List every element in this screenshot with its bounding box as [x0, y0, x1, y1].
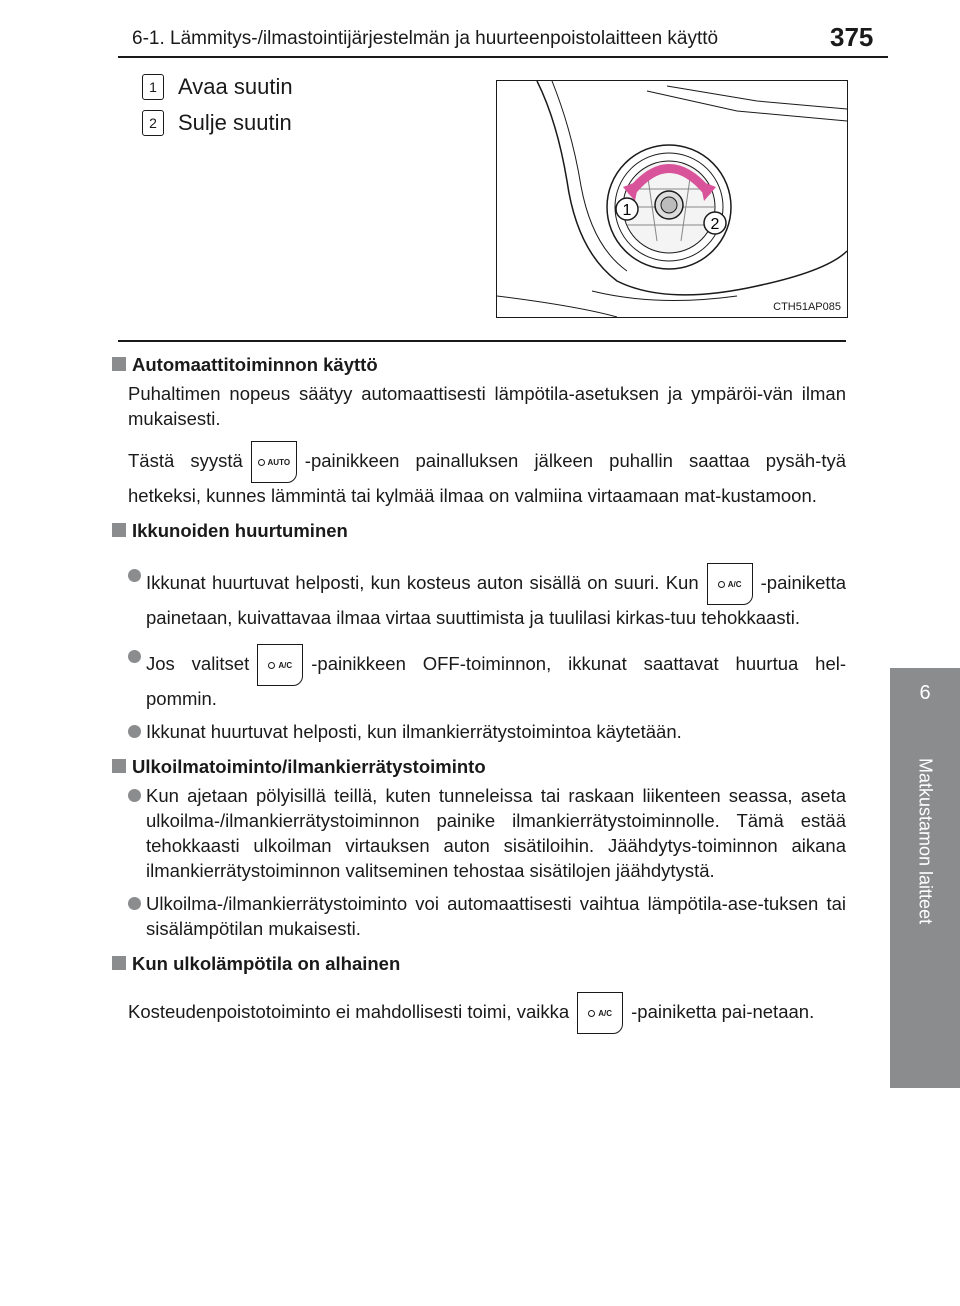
fog-bullet-1: Ikkunat huurtuvat helposti, kun kosteus auton sisällä on suuri. Kun A/C -painiketta painetaan, kuivattavaa ilmaa virtaa suuttimista ja tuulilasi kirkas-tuu tehokkaasti.: [128, 563, 846, 630]
page-header-title: 6-1. Lämmitys-/ilmastointijärjestelmän ja huurteenpoistolaitteen käyttö: [132, 28, 719, 49]
step-2: [142, 110, 292, 136]
bullet-dot: [128, 897, 141, 910]
content: [112, 346, 846, 1034]
chapter-side-tab[interactable]: [890, 668, 960, 1088]
ac-button-icon: A/C: [577, 992, 623, 1034]
vent-illustration: [496, 80, 848, 318]
figure-code: CTH51AP085: [773, 301, 841, 313]
recirc-bullet-1: Kun ajetaan pölyisillä teillä, kuten tunneleissa tai raskaan liikenteen seassa, aseta ulkoilma-/ilmankierrätystoiminnon painike ilmankierrätystoiminnolle. Tämä estää tehokkaasti ulkoilman virtauksen auton sisätiloihin. Jäähdytys-toiminnon aikana ilmankierrätystoiminnon valitseminen tehostaa sisätilojen jäähdytystä.: [128, 783, 846, 883]
heading-marker: [112, 523, 126, 537]
callout-2: 2: [710, 216, 720, 233]
section-divider: [118, 340, 846, 342]
heading-marker: [112, 357, 126, 371]
ac-button-icon: A/C: [257, 644, 303, 686]
step-text: Avaa suutin: [178, 74, 293, 99]
step-1: [142, 74, 293, 100]
fog-bullet-3: Ikkunat huurtuvat helposti, kun ilmankierrätystoimintoa käytetään.: [128, 719, 846, 744]
page-number: 375: [830, 22, 874, 52]
step-badge: 2: [142, 110, 164, 136]
bullet-dot: [128, 569, 141, 582]
auto-paragraph-2: Tästä syystä AUTO -painikkeen painalluksen jälkeen puhallin saattaa pysäh-tyä hetkeksi, kunnes lämmintä tai kylmää ilmaa on valmiina virtaamaan mat-kustamoon.: [128, 439, 846, 508]
ac-button-icon: A/C: [707, 563, 753, 605]
fog-bullet-2: Jos valitset A/C -painikkeen OFF-toiminnon, ikkunat saattavat huurtua hel-pommin.: [128, 644, 846, 711]
heading-recirc: Ulkoilmatoiminto/ilmankierrätystoiminto: [112, 754, 846, 779]
step-text: Sulje suutin: [178, 110, 292, 135]
heading-auto: Automaattitoiminnon käyttö: [112, 352, 846, 377]
bullet-dot: [128, 725, 141, 738]
header-rule: [118, 56, 888, 58]
bullet-dot: [128, 789, 141, 802]
heading-cold: Kun ulkolämpötila on alhainen: [112, 951, 846, 976]
cold-paragraph: Kosteudenpoistotoiminto ei mahdollisesti toimi, vaikka A/C -painiketta pai-netaan.: [128, 990, 846, 1034]
vent-drawing: [497, 81, 847, 317]
auto-button-icon: AUTO: [251, 441, 297, 483]
heading-fog: Ikkunoiden huurtuminen: [112, 518, 846, 543]
heading-marker: [112, 956, 126, 970]
chapter-number: 6: [919, 682, 931, 704]
chapter-label: Matkustamon laitteet: [915, 758, 936, 925]
step-badge: 1: [142, 74, 164, 100]
auto-paragraph-1: Puhaltimen nopeus säätyy automaattisesti lämpötila-asetuksen ja ympäröi-vän ilman mukaisesti.: [128, 383, 846, 429]
recirc-bullet-2: Ulkoilma-/ilmankierrätystoiminto voi automaattisesti vaihtua lämpötila-ase-tuksen tai sisälämpötilan mukaisesti.: [128, 891, 846, 941]
bullet-dot: [128, 650, 141, 663]
heading-marker: [112, 759, 126, 773]
callout-1: 1: [622, 202, 632, 219]
